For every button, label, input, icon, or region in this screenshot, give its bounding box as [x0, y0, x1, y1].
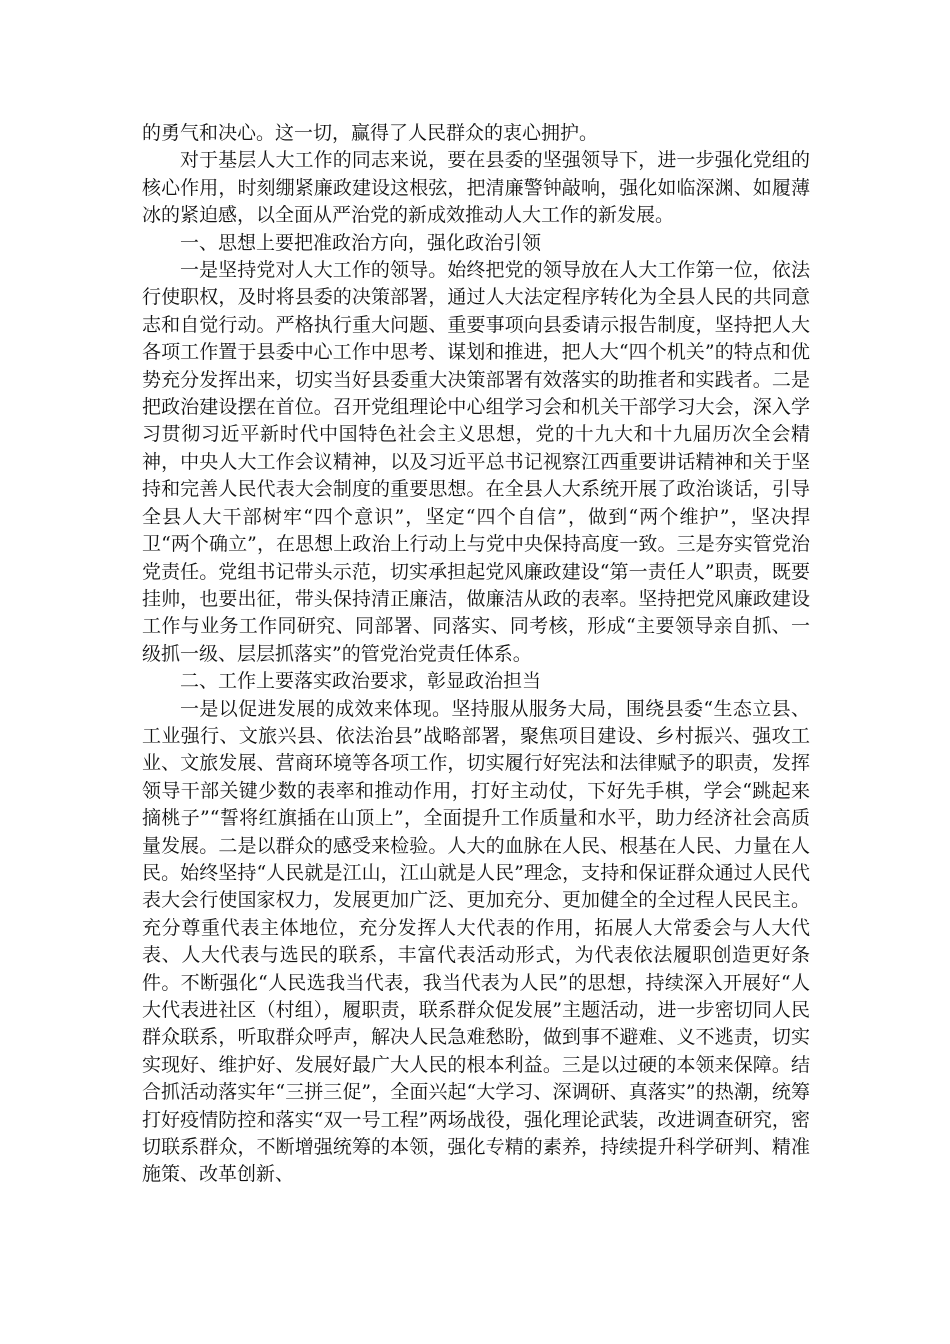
paragraph-continuation: 的勇气和决心。这一切，赢得了人民群众的衷心拥护。	[142, 122, 599, 144]
paragraph-intro: 对于基层人大工作的同志来说，要在县委的坚强领导下，进一步强化党组的核心作用，时刻绷紧廉政建设这根弦，把清廉警钟敲响，强化如临深渊、如履薄冰的紧迫感，以全面从严治党的新成效推动人大工作的新发展。	[142, 149, 810, 227]
paragraph-section-2: 一是以促进发展的成效来体现。坚持服从服务大局，围绕县委“生态立县、工业强行、文旅兴县、依法治县”战略部署，聚焦项目建设、乡村振兴、强攻工业、文旅发展、营商环境等各项工作，切实履行好宪法和法律赋予的职责，发挥领导干部关键少数的表率和推动作用，打好主动仗，下好先手棋，学会“跳起来摘桃子”“誓将红旗插在山顶上”，全面提升工作质量和水平，助力经济社会高质量发展。二是以群众的感受来检验。人大的血脉在人民、根基在人民、力量在人民。始终坚持“人民就是江山，江山就是人民”理念，支持和保证群众通过人民代表大会行使国家权力，发展更加广泛、更加充分、更加健全的全过程人民民主。充分尊重代表主体地位，充分发挥人大代表的作用，拓展人大常委会与人大代表、人大代表与选民的联系，丰富代表活动形式，为代表依法履职创造更好条件。不断强化“人民选我当代表，我当代表为人民”的思想，持续深入开展好“人大代表进社区（村组），履职责，联系群众促发展”主题活动，进一步密切同人民群众联系，听取群众呼声，解决人民急难愁盼，做到事不避难、义不逃责，切实实现好、维护好、发展好最广大人民的根本利益。三是以过硬的本领来保障。结合抓活动落实年“三拼三促”，全面兴起“大学习、深调研、真落实”的热潮，统筹打好疫情防控和落实“双一号工程”两场战役，强化理论武装，改进调查研究，密切联系群众，不断增强统筹的本领，强化专精的素养，持续提升科学研判、精准施策、改革创新、	[142, 697, 810, 1186]
section-heading-1: 一、思想上要把准政治方向，强化政治引领	[180, 231, 542, 254]
document-body	[142, 120, 810, 1189]
paragraph-section-1: 一是坚持党对人大工作的领导。始终把党的领导放在人大工作第一位，依法行使职权，及时将县委的决策部署，通过人大法定程序转化为全县人民的共同意志和自觉行动。严格执行重大问题、重要事项向县委请示报告制度，坚持把人大各项工作置于县委中心工作中思考、谋划和推进，把人大“四个机关”的特点和优势充分发挥出来，切实当好县委重大决策部署有效落实的助推者和实践者。二是把政治建设摆在首位。召开党组理论中心组学习会和机关干部学习大会，深入学习贯彻习近平新时代中国特色社会主义思想，党的十九大和十九届历次全会精神，中央人大工作会议精神，以及习近平总书记视察江西重要讲话精神和关于坚持和完善人民代表大会制度的重要思想。在全县人大系统开展了政治谈话，引导全县人大干部树牢“四个意识”，坚定“四个自信”，做到“两个维护”，坚决捍卫“两个确立”，在思想上政治上行动上与党中央保持高度一致。三是夯实管党治党责任。党组书记带头示范，切实承担起党风廉政建设“第一责任人”职责，既要挂帅，也要出征，带头保持清正廉洁，做廉洁从政的表率。坚持把党风廉政建设工作与业务工作同研究、同部署、同落实、同考核，形成“主要领导亲自抓、一级抓一级、层层抓落实”的管党治党责任体系。	[142, 259, 810, 665]
section-heading-2: 二、工作上要落实政治要求，彰显政治担当	[180, 670, 542, 693]
